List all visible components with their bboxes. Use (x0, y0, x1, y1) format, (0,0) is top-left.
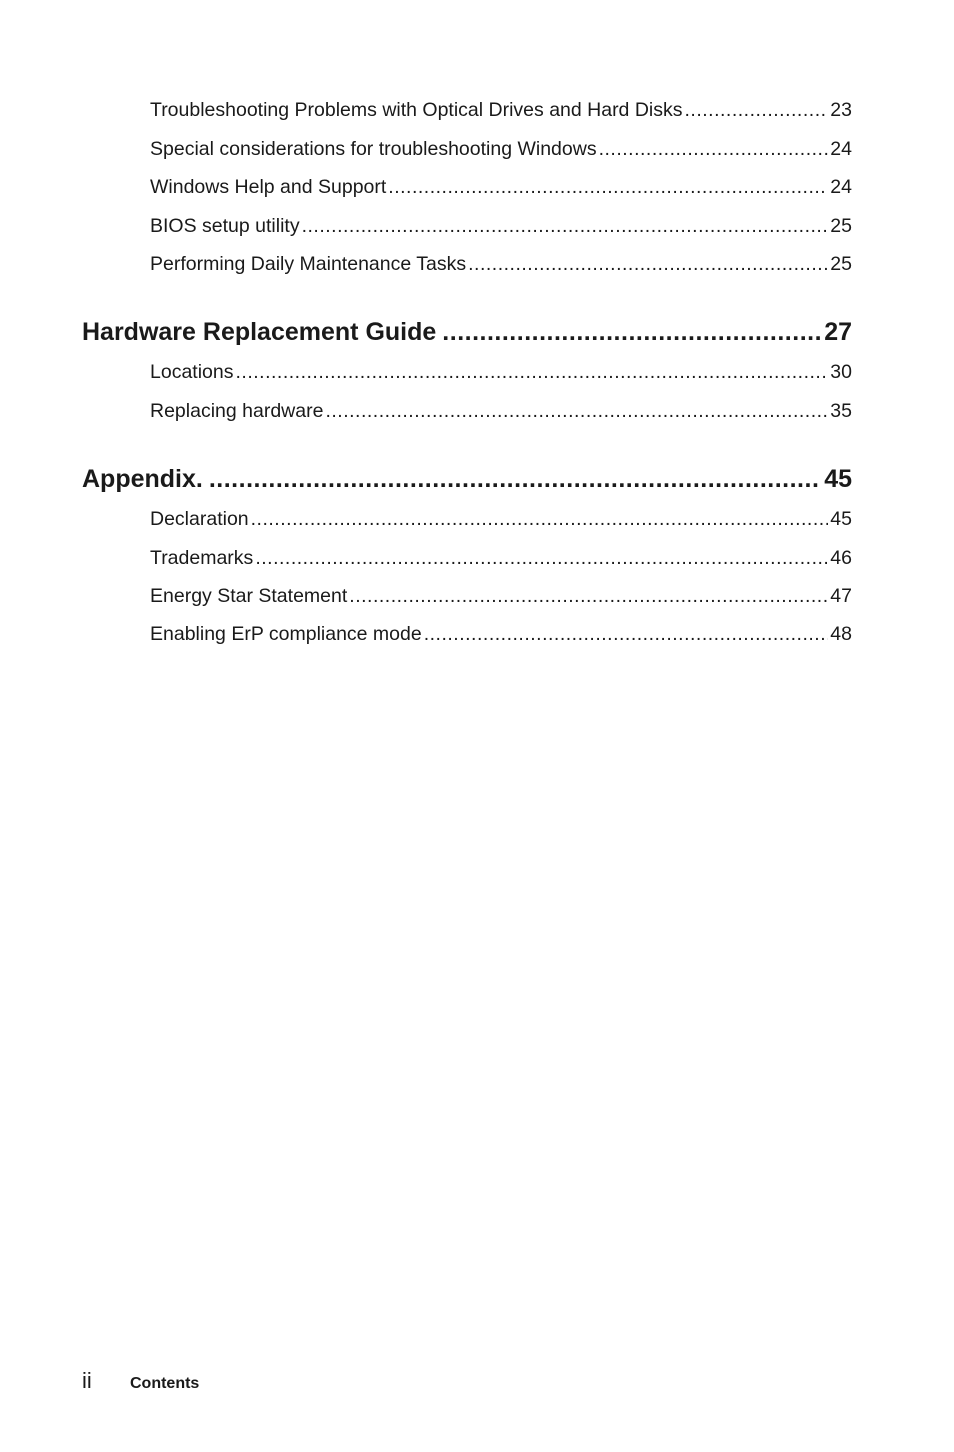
toc-entry-page: 25 (830, 253, 852, 275)
toc-entry-page: 24 (830, 176, 852, 198)
toc-entry[interactable] (150, 508, 852, 534)
dot-leader (325, 400, 828, 423)
toc-entry[interactable] (150, 547, 852, 573)
toc-entry-title: BIOS setup utility (150, 215, 300, 237)
dot-leader (599, 138, 829, 161)
toc-entry-page: 25 (830, 215, 852, 237)
dot-leader (685, 99, 829, 122)
toc-entry[interactable] (150, 623, 852, 649)
toc-entry-page: 35 (830, 400, 852, 422)
toc-entry-page: 24 (830, 138, 852, 160)
dot-leader (468, 253, 828, 276)
toc-chapter-page: 45 (824, 465, 852, 493)
toc-entry-title: Replacing hardware (150, 400, 324, 422)
toc-entry[interactable] (150, 400, 852, 426)
toc-entry[interactable] (150, 138, 852, 164)
toc-chapter-title: Hardware Replacement Guide (82, 318, 437, 346)
toc-entry-title: Trademarks (150, 547, 254, 569)
dot-leader (349, 585, 828, 608)
toc-entry[interactable] (150, 585, 852, 611)
toc-entry[interactable] (150, 253, 852, 279)
toc-entry-title: Declaration (150, 508, 249, 530)
toc-entry-page: 47 (830, 585, 852, 607)
toc-chapter-title: Appendix. (82, 465, 203, 493)
toc-entry-title: Troubleshooting Problems with Optical Drives and Hard Disks (150, 99, 683, 121)
toc-chapter[interactable] (82, 318, 852, 350)
toc-entry-page: 48 (830, 623, 852, 645)
dot-leader (442, 318, 820, 347)
toc-chapter[interactable] (82, 465, 852, 497)
toc-entry-page: 46 (830, 547, 852, 569)
toc-entry-page: 23 (830, 99, 852, 121)
toc-entry-title: Windows Help and Support (150, 176, 387, 198)
toc-entry[interactable] (150, 99, 852, 125)
toc-entry[interactable] (150, 361, 852, 387)
page-footer (82, 1368, 199, 1394)
toc-entry-title: Locations (150, 361, 234, 383)
toc-entry-title: Special considerations for troubleshooting Windows (150, 138, 597, 160)
toc-entry[interactable] (150, 176, 852, 202)
toc-entry-page: 45 (830, 508, 852, 530)
toc-entry[interactable] (150, 215, 852, 241)
dot-leader (388, 176, 828, 199)
dot-leader (235, 361, 828, 384)
page-number: ii (82, 1368, 92, 1393)
dot-leader (255, 547, 828, 570)
toc-entry-title: Enabling ErP compliance mode (150, 623, 422, 645)
dot-leader (424, 623, 829, 646)
footer-section-label: Contents (130, 1375, 200, 1392)
dot-leader (251, 508, 829, 531)
dot-leader (302, 215, 829, 238)
toc-entry-title: Performing Daily Maintenance Tasks (150, 253, 467, 275)
dot-leader (209, 465, 820, 494)
toc-entry-page: 30 (830, 361, 852, 383)
toc-chapter-page: 27 (824, 318, 852, 346)
toc-entry-title: Energy Star Statement (150, 585, 348, 607)
